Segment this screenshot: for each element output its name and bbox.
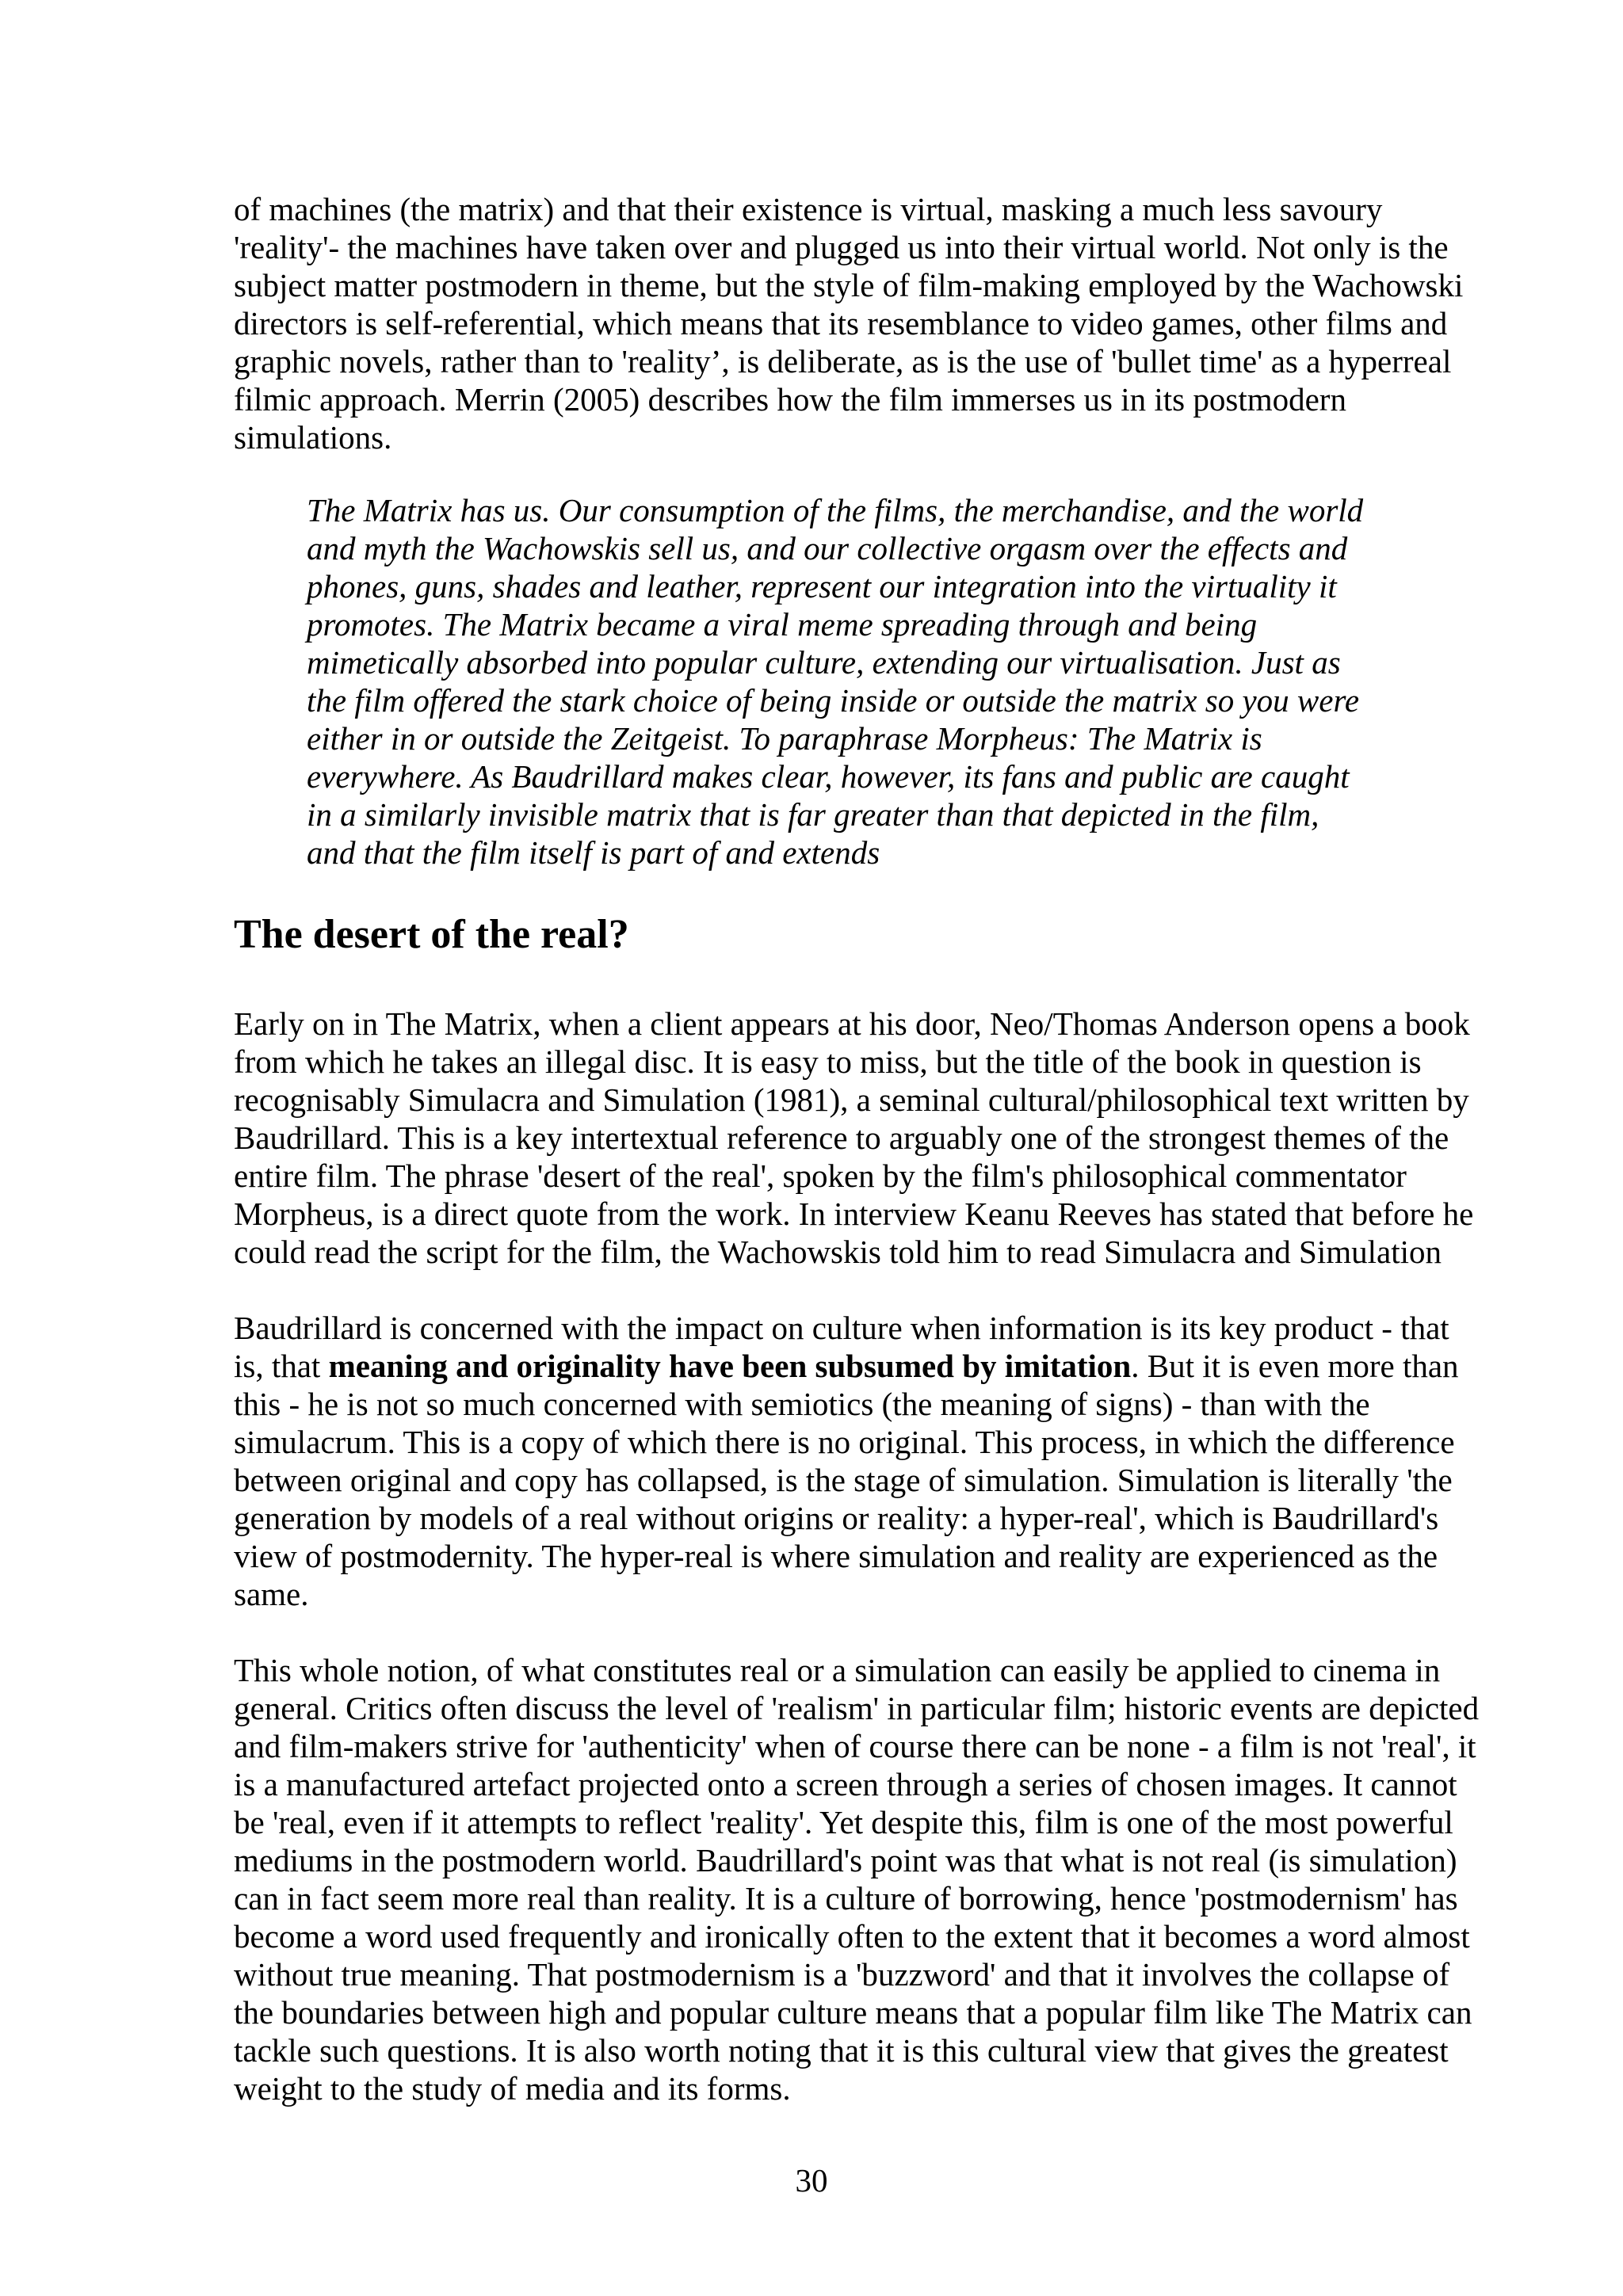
- section-heading: The desert of the real?: [234, 912, 629, 957]
- paragraph-2-bold-text: meaning and originality have been subsumed by imitation: [328, 1348, 1132, 1384]
- body-paragraph-3: This whole notion, of what constitutes real or a simulation can easily be applied to cinema in general. Critics often discuss the level of 'realism' in particular film; historic events are depicted and film-makers strive for 'authenticity' when of course there can be none - a film is not 'real', it is a manufactured artefact projected onto a screen through a series of chosen images. It cannot be 'real, even if it attempts to reflect 'reality'. Yet despite this, film is one of the most powerful mediums in the postmodern world. Baudrillard's point was that what is not real (is simulation) can in fact seem more real than reality. It is a culture of borrowing, hence 'postmodernism' has become a word used frequently and ironically often to the extent that it becomes a word almost without true meaning. That postmodernism is a 'buzzword' and that it involves the collapse of the boundaries between high and popular culture means that a popular film like The Matrix can tackle such questions. It is also worth noting that it is this cultural view that gives the greatest weight to the study of media and its forms.: [234, 1652, 1480, 2107]
- block-quote: The Matrix has us. Our consumption of the films, the merchandise, and the world and myth the Wachowskis sell us, and our collective orgasm over the effects and phones, guns, shades and leather, represent our integration into the virtuality it promotes. The Matrix became a viral meme spreading through and being mimetically absorbed into popular culture, extending our virtualisation. Just as the film offered the stark choice of being inside or outside the matrix so you were either in or outside the Zeitgeist. To paraphrase Morpheus: The Matrix is everywhere. As Baudrillard makes clear, however, its fans and public are caught in a similarly invisible matrix that is far greater than that depicted in the film, and that the film itself is part of and extends: [307, 492, 1364, 871]
- page-content: [234, 190, 1486, 2107]
- paragraph-2-text-before: Baudrillard is concerned with the impact on culture when information is its key product - that is, that: [234, 1310, 1449, 1384]
- body-paragraph-2: [234, 1309, 1486, 1613]
- body-paragraph-1: Early on in The Matrix, when a client appears at his door, Neo/Thomas Anderson opens a book from which he takes an illegal disc. It is easy to miss, but the title of the book in question is recognisably Simulacra and Simulation (1981), a seminal cultural/philosophical text written by Baudrillard. This is a key intertextual reference to arguably one of the strongest themes of the entire film. The phrase 'desert of the real', spoken by the film's philosophical commentator Morpheus, is a direct quote from the work. In interview Keanu Reeves has stated that before he could read the script for the film, the Wachowskis told him to read Simulacra and Simulation: [234, 1005, 1474, 1270]
- page-number: 30: [795, 2162, 828, 2199]
- intro-paragraph: of machines (the matrix) and that their existence is virtual, masking a much less savoury 'reality'- the machines have taken over and plugged us into their virtual world. Not only is the subject matter postmodern in theme, but the style of film-making employed by the Wachowski directors is self-referential, which means that its resemblance to video games, other films and graphic novels, rather than to 'reality’, is deliberate, as is the use of 'bullet time' as a hyperreal filmic approach. Merrin (2005) describes how the film immerses us in its postmodern simulations.: [234, 191, 1464, 456]
- paragraph-2-text-after: . But it is even more than this - he is not so much concerned with semiotics (the meaning of signs) - than with the simulacrum. This is a copy of which there is no original. This process, in which the difference between original and copy has collapsed, is the stage of simulation. Simulation is literally 'the generation by models of a real without origins or reality: a hyper-real', which is Baudrillard's view of postmodernity. The hyper-real is where simulation and reality are experienced as the same.: [234, 1348, 1459, 1612]
